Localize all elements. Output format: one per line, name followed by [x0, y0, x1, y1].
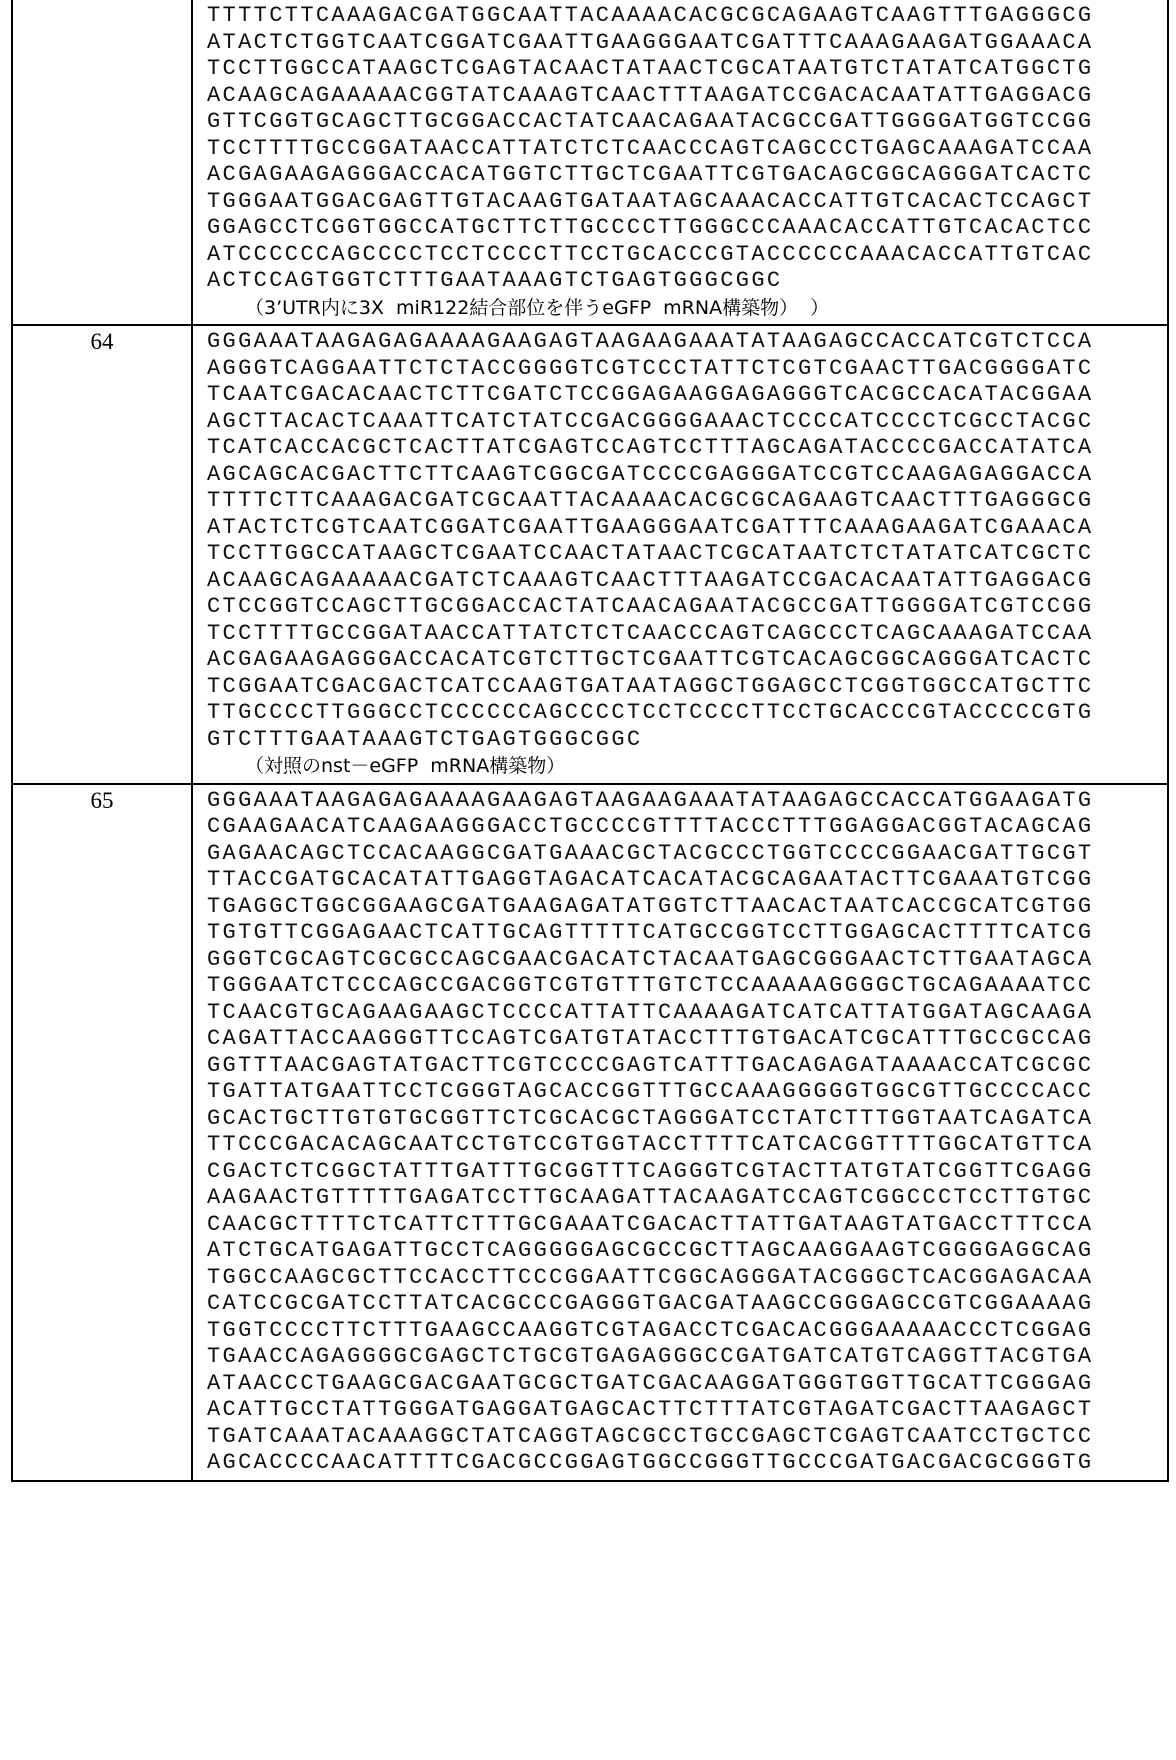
- table-row: [12, 325, 1168, 784]
- sequence-line: TGAACCAGAGGGGCGAGCTCTGCGTGAGAGGGCCGATGATCATGTCAGGTTACGTGA: [207, 1344, 1167, 1371]
- sequence-line: ATACTCTGGTCAATCGGATCGAATTGAAGGGAATCGATTTCAAAGAAGATGGAAACA: [207, 30, 1167, 57]
- sequence-line: AGCAGCACGACTTCTTCAAGTCGGCGATCCCCGAGGGATCCGTCCAAGAGAGGACCA: [207, 462, 1167, 489]
- sequence-line: GGGAAATAAGAGAGAAAAGAAGAGTAAGAAGAAATATAAGAGCCACCATGGAAGATG: [207, 788, 1167, 815]
- sequence-line: GGGTCGCAGTCGCGCCAGCGAACGACATCTACAATGAGCGGGAACTCTTGAATAGCA: [207, 947, 1167, 974]
- sequence-line: TCAATCGACACAACTCTTCGATCTCCGGAGAAGGAGAGGGTCACGCCACATACGGAA: [207, 382, 1167, 409]
- sequence-line: CATCCGCGATCCTTATCACGCCCGAGGGTGACGATAAGCCGGGAGCCGTCGGAAAAG: [207, 1291, 1167, 1318]
- sequence-number: 64: [12, 325, 192, 784]
- sequence-line: ACAAGCAGAAAAACGGTATCAAAGTCAACTTTAAGATCCGACACAATATTGAGGACG: [207, 83, 1167, 110]
- sequence-table: [11, 0, 1169, 1482]
- sequence-cell: [192, 0, 1168, 325]
- sequence-line: ATCTGCATGAGATTGCCTCAGGGGGAGCGCCGCTTAGCAAGGAAGTCGGGGAGGCAG: [207, 1238, 1167, 1265]
- sequence-number: 65: [12, 784, 192, 1481]
- sequence-line: AGCTTACACTCAAATTCATCTATCCGACGGGGAAACTCCCCATCCCCTCGCCTACGC: [207, 409, 1167, 436]
- sequence-line: TTTTCTTCAAAGACGATGGCAATTACAAAACACGCGCAGAAGTCAAGTTTGAGGGCG: [207, 3, 1167, 30]
- sequence-line: TCCTTTTGCCGGATAACCATTATCTCTCAACCCAGTCAGCCCTCAGCAAAGATCCAA: [207, 621, 1167, 648]
- sequence-line: GAGAACAGCTCCACAAGGCGATGAAACGCTACGCCCTGGTCCCCGGAACGATTGCGT: [207, 841, 1167, 868]
- sequence-line: ACGAGAAGAGGGACCACATGGTCTTGCTCGAATTCGTGACAGCGGCAGGGATCACTC: [207, 162, 1167, 189]
- sequence-cell: [192, 325, 1168, 784]
- sequence-line: GCACTGCTTGTGTGCGGTTCTCGCACGCTAGGGATCCTATCTTTGGTAATCAGATCA: [207, 1106, 1167, 1133]
- sequence-caption: （対照のnst－eGFP mRNA構築物）: [207, 753, 1167, 780]
- sequence-caption: （3’UTR内に3X miR122結合部位を伴うeGFP mRNA構築物） ）: [207, 295, 1167, 322]
- sequence-line: TTACCGATGCACATATTGAGGTAGACATCACATACGCAGAATACTTCGAAATGTCGG: [207, 867, 1167, 894]
- sequence-line: TCCTTTTGCCGGATAACCATTATCTCTCAACCCAGTCAGCCCTGAGCAAAGATCCAA: [207, 136, 1167, 163]
- sequence-line: CGACTCTCGGCTATTTGATTTGCGGTTTCAGGGTCGTACTTATGTATCGGTTCGAGG: [207, 1159, 1167, 1186]
- sequence-line: TTTTCTTCAAAGACGATCGCAATTACAAAACACGCGCAGAAGTCAACTTTGAGGGCG: [207, 488, 1167, 515]
- sequence-cell: [192, 784, 1168, 1481]
- sequence-line: TGTGTTCGGAGAACTCATTGCAGTTTTTCATGCCGGTCCTTGGAGCACTTTTCATCG: [207, 920, 1167, 947]
- sequence-line: TTCCCGACACAGCAATCCTGTCCGTGGTACCTTTTCATCACGGTTTTGGCATGTTCA: [207, 1132, 1167, 1159]
- sequence-line: TGGTCCCCTTCTTTGAAGCCAAGGTCGTAGACCTCGACACGGGAAAAACCCTCGGAG: [207, 1318, 1167, 1345]
- sequence-line: AGCACCCCAACATTTTCGACGCCGGAGTGGCCGGGTTGCCCGATGACGACGCGGGTG: [207, 1450, 1167, 1477]
- sequence-line: TGGCCAAGCGCTTCCACCTTCCCGGAATTCGGCAGGGATACGGGCTCACGGAGACAA: [207, 1265, 1167, 1292]
- sequence-line: TCAACGTGCAGAAGAAGCTCCCCATTATTCAAAAGATCATCATTATGGATAGCAAGA: [207, 1000, 1167, 1027]
- sequence-line: ACGAGAAGAGGGACCACATCGTCTTGCTCGAATTCGTCACAGCGGCAGGGATCACTC: [207, 647, 1167, 674]
- sequence-line: CAGATTACCAAGGGTTCCAGTCGATGTATACCTTTGTGACATCGCATTTGCCGCCAG: [207, 1026, 1167, 1053]
- sequence-line: ATAACCCTGAAGCGACGAATGCGCTGATCGACAAGGATGGGTGGTTGCATTCGGGAG: [207, 1371, 1167, 1398]
- sequence-line: GTTCGGTGCAGCTTGCGGACCACTATCAACAGAATACGCCGATTGGGGATGGTCCGG: [207, 109, 1167, 136]
- sequence-line: ACTCCAGTGGTCTTTGAATAAAGTCTGAGTGGGCGGC: [207, 268, 1167, 295]
- sequence-line: ACAAGCAGAAAAACGATCTCAAAGTCAACTTTAAGATCCGACACAATATTGAGGACG: [207, 568, 1167, 595]
- sequence-line: AGGGTCAGGAATTCTCTACCGGGGTCGTCCCTATTCTCGTCGAACTTGACGGGGATC: [207, 356, 1167, 383]
- table-row: [12, 784, 1168, 1481]
- sequence-line: GTCTTTGAATAAAGTCTGAGTGGGCGGC: [207, 727, 1167, 754]
- table-row: [12, 0, 1168, 325]
- sequence-line: GGAGCCTCGGTGGCCATGCTTCTTGCCCCTTGGGCCCAAACACCATTGTCACACTCC: [207, 215, 1167, 242]
- sequence-line: AAGAACTGTTTTTGAGATCCTTGCAAGATTACAAGATCCAGTCGGCCCTCCTTGTGC: [207, 1185, 1167, 1212]
- sequence-line: TCGGAATCGACGACTCATCCAAGTGATAATAGGCTGGAGCCTCGGTGGCCATGCTTC: [207, 674, 1167, 701]
- sequence-line: GGTTTAACGAGTATGACTTCGTCCCCGAGTCATTTGACAGAGATAAAACCATCGCGC: [207, 1053, 1167, 1080]
- sequence-line: CGAAGAACATCAAGAAGGGACCTGCCCCGTTTTACCCTTTGGAGGACGGTACAGCAG: [207, 814, 1167, 841]
- sequence-line: CTCCGGTCCAGCTTGCGGACCACTATCAACAGAATACGCCGATTGGGGATCGTCCGG: [207, 594, 1167, 621]
- sequence-line: TCCTTGGCCATAAGCTCGAGTACAACTATAACTCGCATAATGTCTATATCATGGCTG: [207, 56, 1167, 83]
- sequence-line: TCCTTGGCCATAAGCTCGAATCCAACTATAACTCGCATAATCTCTATATCATCGCTC: [207, 541, 1167, 568]
- sequence-line: TGATTATGAATTCCTCGGGTAGCACCGGTTTGCCAAAGGGGGTGGCGTTGCCCCACC: [207, 1079, 1167, 1106]
- sequence-line: TTGCCCCTTGGGCCTCCCCCCAGCCCCTCCTCCCCTTCCTGCACCCGTACCCCCGTG: [207, 700, 1167, 727]
- sequence-line: ATCCCCCCAGCCCCTCCTCCCCTTCCTGCACCCGTACCCCCCAAACACCATTGTCAC: [207, 242, 1167, 269]
- sequence-line: CAACGCTTTTCTCATTCTTTGCGAAATCGACACTTATTGATAAGTATGACCTTTCCA: [207, 1212, 1167, 1239]
- sequence-line: ATACTCTCGTCAATCGGATCGAATTGAAGGGAATCGATTTCAAAGAAGATCGAAACA: [207, 515, 1167, 542]
- sequence-number: [12, 0, 192, 325]
- sequence-line: TGGGAATGGACGAGTTGTACAAGTGATAATAGCAAACACCATTGTCACACTCCAGCT: [207, 189, 1167, 216]
- sequence-line: TGAGGCTGGCGGAAGCGATGAAGAGATATGGTCTTAACACTAATCACCGCATCGTGG: [207, 894, 1167, 921]
- sequence-line: TGGGAATCTCCCAGCCGACGGTCGTGTTTGTCTCCAAAAAGGGGCTGCAGAAAATCC: [207, 973, 1167, 1000]
- sequence-line: TGATCAAATACAAAGGCTATCAGGTAGCGCCTGCCGAGCTCGAGTCAATCCTGCTCC: [207, 1424, 1167, 1451]
- sequence-line: ACATTGCCTATTGGGATGAGGATGAGCACTTCTTTATCGTAGATCGACTTAAGAGCT: [207, 1397, 1167, 1424]
- sequence-line: TCATCACCACGCTCACTTATCGAGTCCAGTCCTTTAGCAGATACCCCGACCATATCA: [207, 435, 1167, 462]
- sequence-line: GGGAAATAAGAGAGAAAAGAAGAGTAAGAAGAAATATAAGAGCCACCATCGTCTCCA: [207, 329, 1167, 356]
